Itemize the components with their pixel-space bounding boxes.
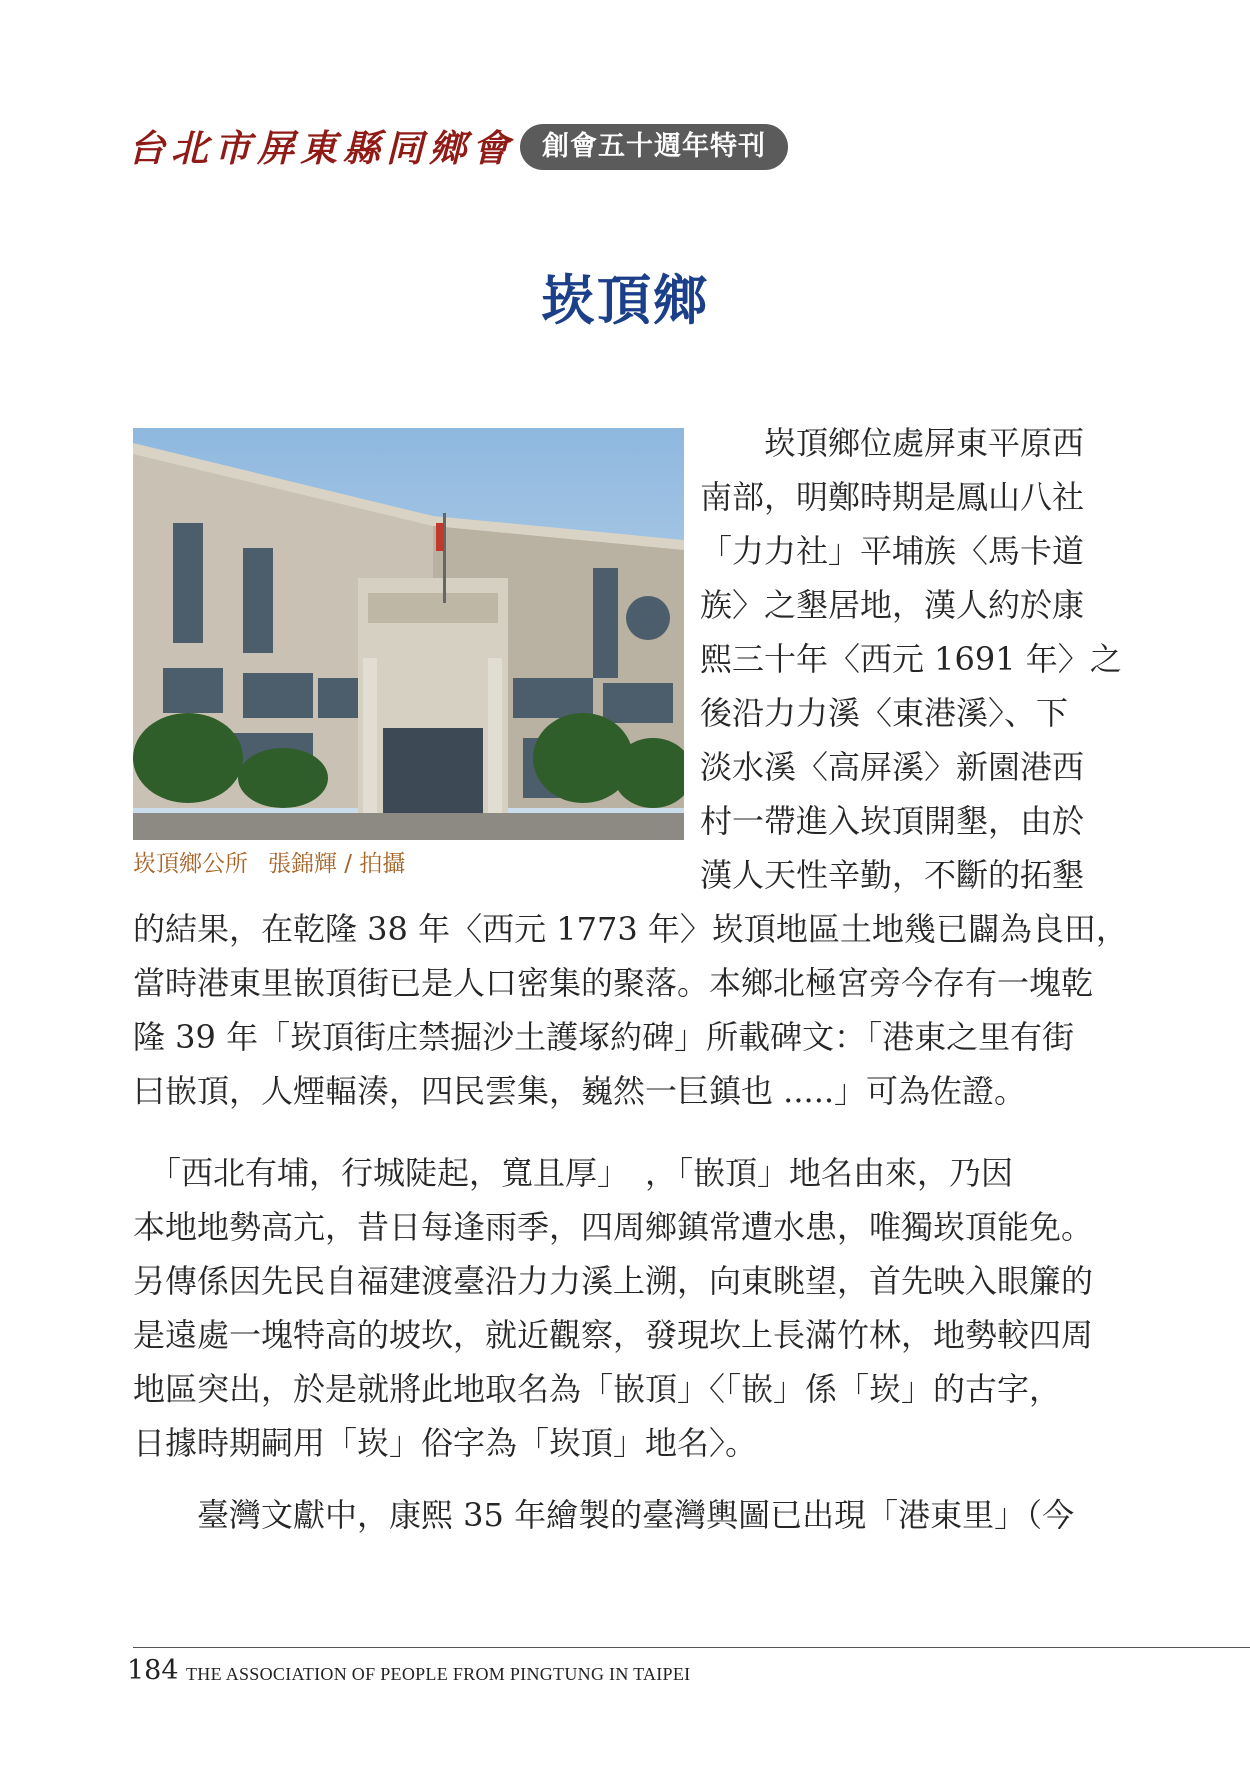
paragraph-2	[133, 1146, 1093, 1470]
text-line: 漢人天性辛勤，不斷的拓墾	[700, 856, 1085, 894]
text-line: 的結果，在乾隆 38 年〈西元 1773 年〉崁頂地區土地幾已闢為良田，	[133, 910, 1128, 948]
township-office-building-icon	[133, 428, 684, 840]
text-line: 「力力社」平埔族〈馬卡道	[700, 532, 1085, 570]
township-office-photo	[133, 428, 684, 840]
paragraph-3	[133, 1488, 1074, 1542]
publication-title: THE ASSOCIATION OF PEOPLE FROM PINGTUNG IN TAIPEI	[186, 1664, 691, 1684]
association-brand: 台北市屏東縣同鄉會	[128, 126, 515, 170]
text-line: 村一帶進入崁頂開墾，由於	[700, 802, 1085, 840]
text-line: 臺灣文獻中，康熙 35 年繪製的臺灣輿圖已出現「港東里」（今	[133, 1496, 1075, 1534]
text-line: 族〉之墾居地，漢人約於康	[700, 586, 1085, 624]
caption-credit: 張錦輝 / 拍攝	[268, 851, 406, 877]
text-line: 當時港東里嵌頂街已是人口密集的聚落。本鄉北極宮旁今存有一塊乾	[133, 964, 1094, 1002]
text-line: 南部，明鄭時期是鳳山八社	[700, 478, 1085, 516]
paragraph-1-wrap	[700, 416, 1122, 902]
text-line: 崁頂鄉位處屏東平原西	[700, 424, 1085, 462]
text-line: 熙三十年〈西元 1691 年〉之	[700, 640, 1122, 678]
text-line: 是遠處一塊特高的坡坎，就近觀察，發現坎上長滿竹林，地勢較四周	[133, 1316, 1094, 1354]
text-line: 「西北有埔，行城陡起，寬且厚」 ，「嵌頂」地名由來，乃因	[133, 1154, 1014, 1192]
page-number: 184	[127, 1655, 179, 1686]
caption-place: 崁頂鄉公所	[133, 851, 248, 877]
anniversary-badge: 創會五十週年特刊	[520, 124, 788, 170]
paragraph-1-continued	[133, 902, 1128, 1118]
text-line: 日據時期嗣用「崁」俗字為「崁頂」地名〉。	[133, 1424, 758, 1462]
page-title: 崁頂鄉	[541, 268, 709, 332]
text-line: 淡水溪〈高屏溪〉新園港西	[700, 748, 1085, 786]
footer-divider	[133, 1647, 1250, 1648]
text-line: 本地地勢高亢，昔日每逢雨季，四周鄉鎮常遭水患，唯獨崁頂能免。	[133, 1208, 1094, 1246]
text-line: 隆 39 年「崁頂街庄禁掘沙土護塚約碑」所載碑文：「港東之里有街	[133, 1018, 1075, 1056]
text-line: 後沿力力溪〈東港溪〉、下	[700, 694, 1069, 732]
photo-caption	[133, 845, 425, 878]
text-line: 另傳係因先民自福建渡臺沿力力溪上溯，向東眺望，首先映入眼簾的	[133, 1262, 1094, 1300]
text-line: 地區突出，於是就將此地取名為「嵌頂」〈「嵌」係「崁」的古字，	[133, 1370, 1062, 1408]
text-line: 曰嵌頂，人煙輻湊，四民雲集，巍然一巨鎮也 .....」可為佐證。	[133, 1072, 1027, 1110]
